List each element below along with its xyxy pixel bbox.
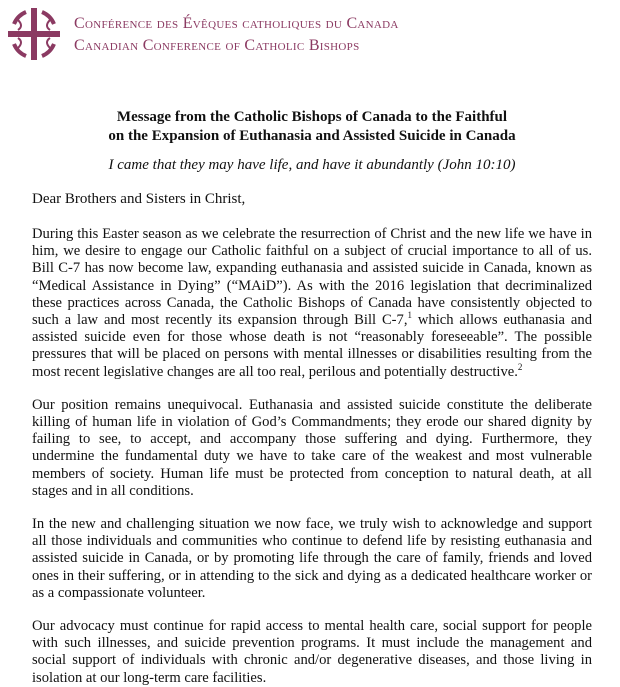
org-name-english: Canadian Conference of Catholic Bishops (74, 37, 360, 54)
title-line-1: Message from the Catholic Bishops of Canada to the Faithful (116, 109, 508, 125)
title-line-2: on the Expansion of Euthanasia and Assisted Suicide in Canada (108, 128, 516, 144)
letter-body (32, 108, 592, 687)
epigraph: I came that they may have life, and have it abundantly (John 10:10) (108, 157, 516, 173)
paragraph-1-part-a: During this Easter season as we celebrate the resurrection of Christ and the new life we have in him, we desire to engage our Catholic faithful on a subject of crucial importance to all of us. Bill C-7 has now become law, expanding euthanasia and assisted suicide in Canada, known as “Medical Assistance in Dying” (“MAiD”). As with the 2016 legislation that decriminalized these practices across Canada, the Catholic Bishops of Canada have consistently objected to such a law and most recently its expansion through Bill C-7, (32, 226, 592, 329)
cccb-logo-icon (6, 6, 62, 62)
paragraph-1 (32, 226, 592, 381)
paragraph-1-part-b: which allows euthanasia and assisted suicide even for those whose death is not “reasonably foreseeable”. The possible pressures that will be placed on persons with mental illnesses or disabilities resulting from the most recent legislative changes are all too real, perilous and potentially destructive. (32, 312, 592, 380)
organization-name (74, 13, 399, 57)
paragraph-4: Our advocacy must continue for rapid access to mental health care, social support for people with such illnesses, and suicide prevention programs. It must include the management and social support of individuals with chronic and/or degenerative diseases, and those living in isolation at our long-term care facilities. (32, 618, 592, 686)
salutation: Dear Brothers and Sisters in Christ, (32, 191, 246, 207)
paragraph-2: Our position remains unequivocal. Euthanasia and assisted suicide constitute the deliberate killing of human life in violation of God’s Commandments; they erode our shared dignity by failing to see, to accept, and accompany those suffering and dying. Furthermore, they undermine the fundamental duty we have to take care of the weakest and most vulnerable members of society. Human life must be protected from conception to natural death, at all stages and in all conditions. (32, 396, 592, 499)
footnote-ref-2[interactable]: 2 (517, 361, 523, 372)
paragraph-3: In the new and challenging situation we now face, we truly wish to acknowledge and support all those individuals and communities who continue to defend life by resisting euthanasia and assisted suicide in Canada, or by promoting life through the care of family, friends and loved ones in their suffering, or in attending to the sick and dying as a dedicated healthcare worker or as a compassionate volunteer. (32, 516, 592, 601)
footnote-ref-1[interactable]: 1 (407, 310, 412, 321)
document-title (32, 108, 592, 146)
org-name-french: Conférence des Évêques catholiques du Canada (74, 15, 399, 32)
letterhead (6, 6, 606, 66)
